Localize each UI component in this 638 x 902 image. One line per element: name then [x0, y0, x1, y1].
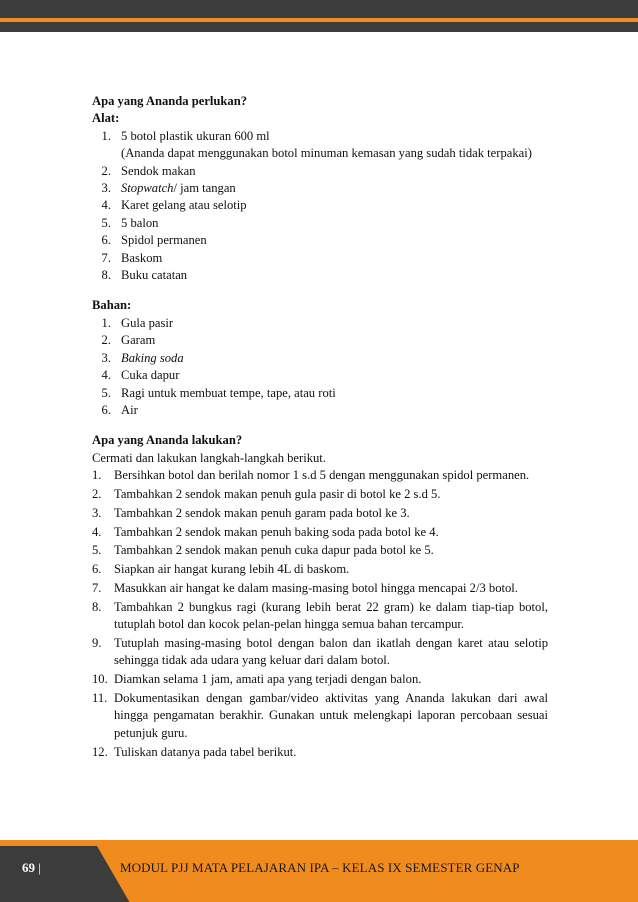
step-item: 7. Masukkan air hangat ke dalam masing-masing botol hingga mencapai 2/3 botol. [92, 580, 518, 595]
alat-list [92, 128, 548, 285]
list-item: 1. 5 botol plastik ukuran 600 ml (Ananda dapat menggunakan botol minuman kemasan yang sudah tidak terpakai) [92, 128, 548, 163]
bahan-list [92, 315, 548, 419]
step-item: 5. Tambahkan 2 sendok makan penuh cuka dapur pada botol ke 5. [92, 543, 434, 558]
list-item: 4. Cuka dapur [101, 368, 180, 383]
step-item: 11. Dokumentasikan dengan gambar/video aktivitas yang Ananda lakukan dari awal hingga pengamatan berakhir. Gunakan untuk melengkapi laporan percobaan sesuai petunjuk guru. [92, 690, 548, 740]
step-item: 3. Tambahkan 2 sendok makan penuh garam pada botol ke 3. [92, 505, 410, 520]
list-item: 3. Baking soda [101, 350, 184, 365]
step-item: 6. Siapkan air hangat kurang lebih 4L di baskom. [92, 562, 350, 577]
list-item: 7. Baskom [101, 250, 163, 265]
alat-label: Alat: [92, 111, 120, 126]
list-item: 2. Garam [101, 333, 156, 348]
list-item: 5. 5 balon [101, 215, 159, 230]
alat-note: (Ananda dapat menggunakan botol minuman kemasan yang sudah tidak terpakai) [121, 146, 532, 161]
list-item: 2. Sendok makan [101, 163, 196, 178]
step-item: 2. Tambahkan 2 sendok makan penuh gula pasir di botol ke 2 s.d 5. [92, 486, 441, 501]
list-item: 6. Spidol permanen [101, 233, 207, 248]
footer-title: MODUL PJJ MATA PELAJARAN IPA – KELAS IX SEMESTER GENAP [120, 860, 520, 875]
bahan-label: Bahan: [92, 298, 132, 313]
list-item: 1. Gula pasir [101, 315, 174, 330]
list-item: 3. Stopwatch/ jam tangan [101, 181, 236, 196]
list-item: 4. Karet gelang atau selotip [101, 198, 247, 213]
step-item: 1. Bersihkan botol dan berilah nomor 1 s.d 5 dengan menggunakan spidol permanen. [92, 468, 530, 483]
steps-list [92, 467, 548, 761]
list-item: 5. Ragi untuk membuat tempe, tape, atau roti [101, 385, 336, 400]
step-item: 12. Tuliskan datanya pada tabel berikut. [92, 744, 297, 759]
step-item: 4. Tambahkan 2 sendok makan penuh baking soda pada botol ke 4. [92, 524, 439, 539]
step-item: 8. Tambahkan 2 bungkus ragi (kurang lebih berat 22 gram) ke dalam tiap-tiap botol, tutuplah botol dan kocok pelan-pelan hingga semua bahan tercampur. [92, 599, 548, 632]
steps-intro: Cermati dan lakukan langkah-langkah berikut. [92, 450, 326, 465]
steps-heading: Apa yang Ananda lakukan? [92, 433, 243, 448]
header-bar [0, 0, 638, 32]
page-content [92, 93, 548, 762]
header-accent-stripe [0, 18, 638, 22]
step-item: 9. Tutuplah masing-masing botol dengan balon dan ikatlah dengan karet atau selotip sehingga tidak ada udara yang keluar dari dalam botol. [92, 635, 548, 668]
intro-heading: Apa yang Ananda perlukan? [92, 94, 248, 108]
list-item: 6. Air [101, 402, 138, 417]
page-number: 69 | [22, 860, 41, 875]
step-item: 10. Diamkan selama 1 jam, amati apa yang terjadi dengan balon. [92, 672, 422, 687]
list-item: 8. Buku catatan [101, 268, 188, 283]
